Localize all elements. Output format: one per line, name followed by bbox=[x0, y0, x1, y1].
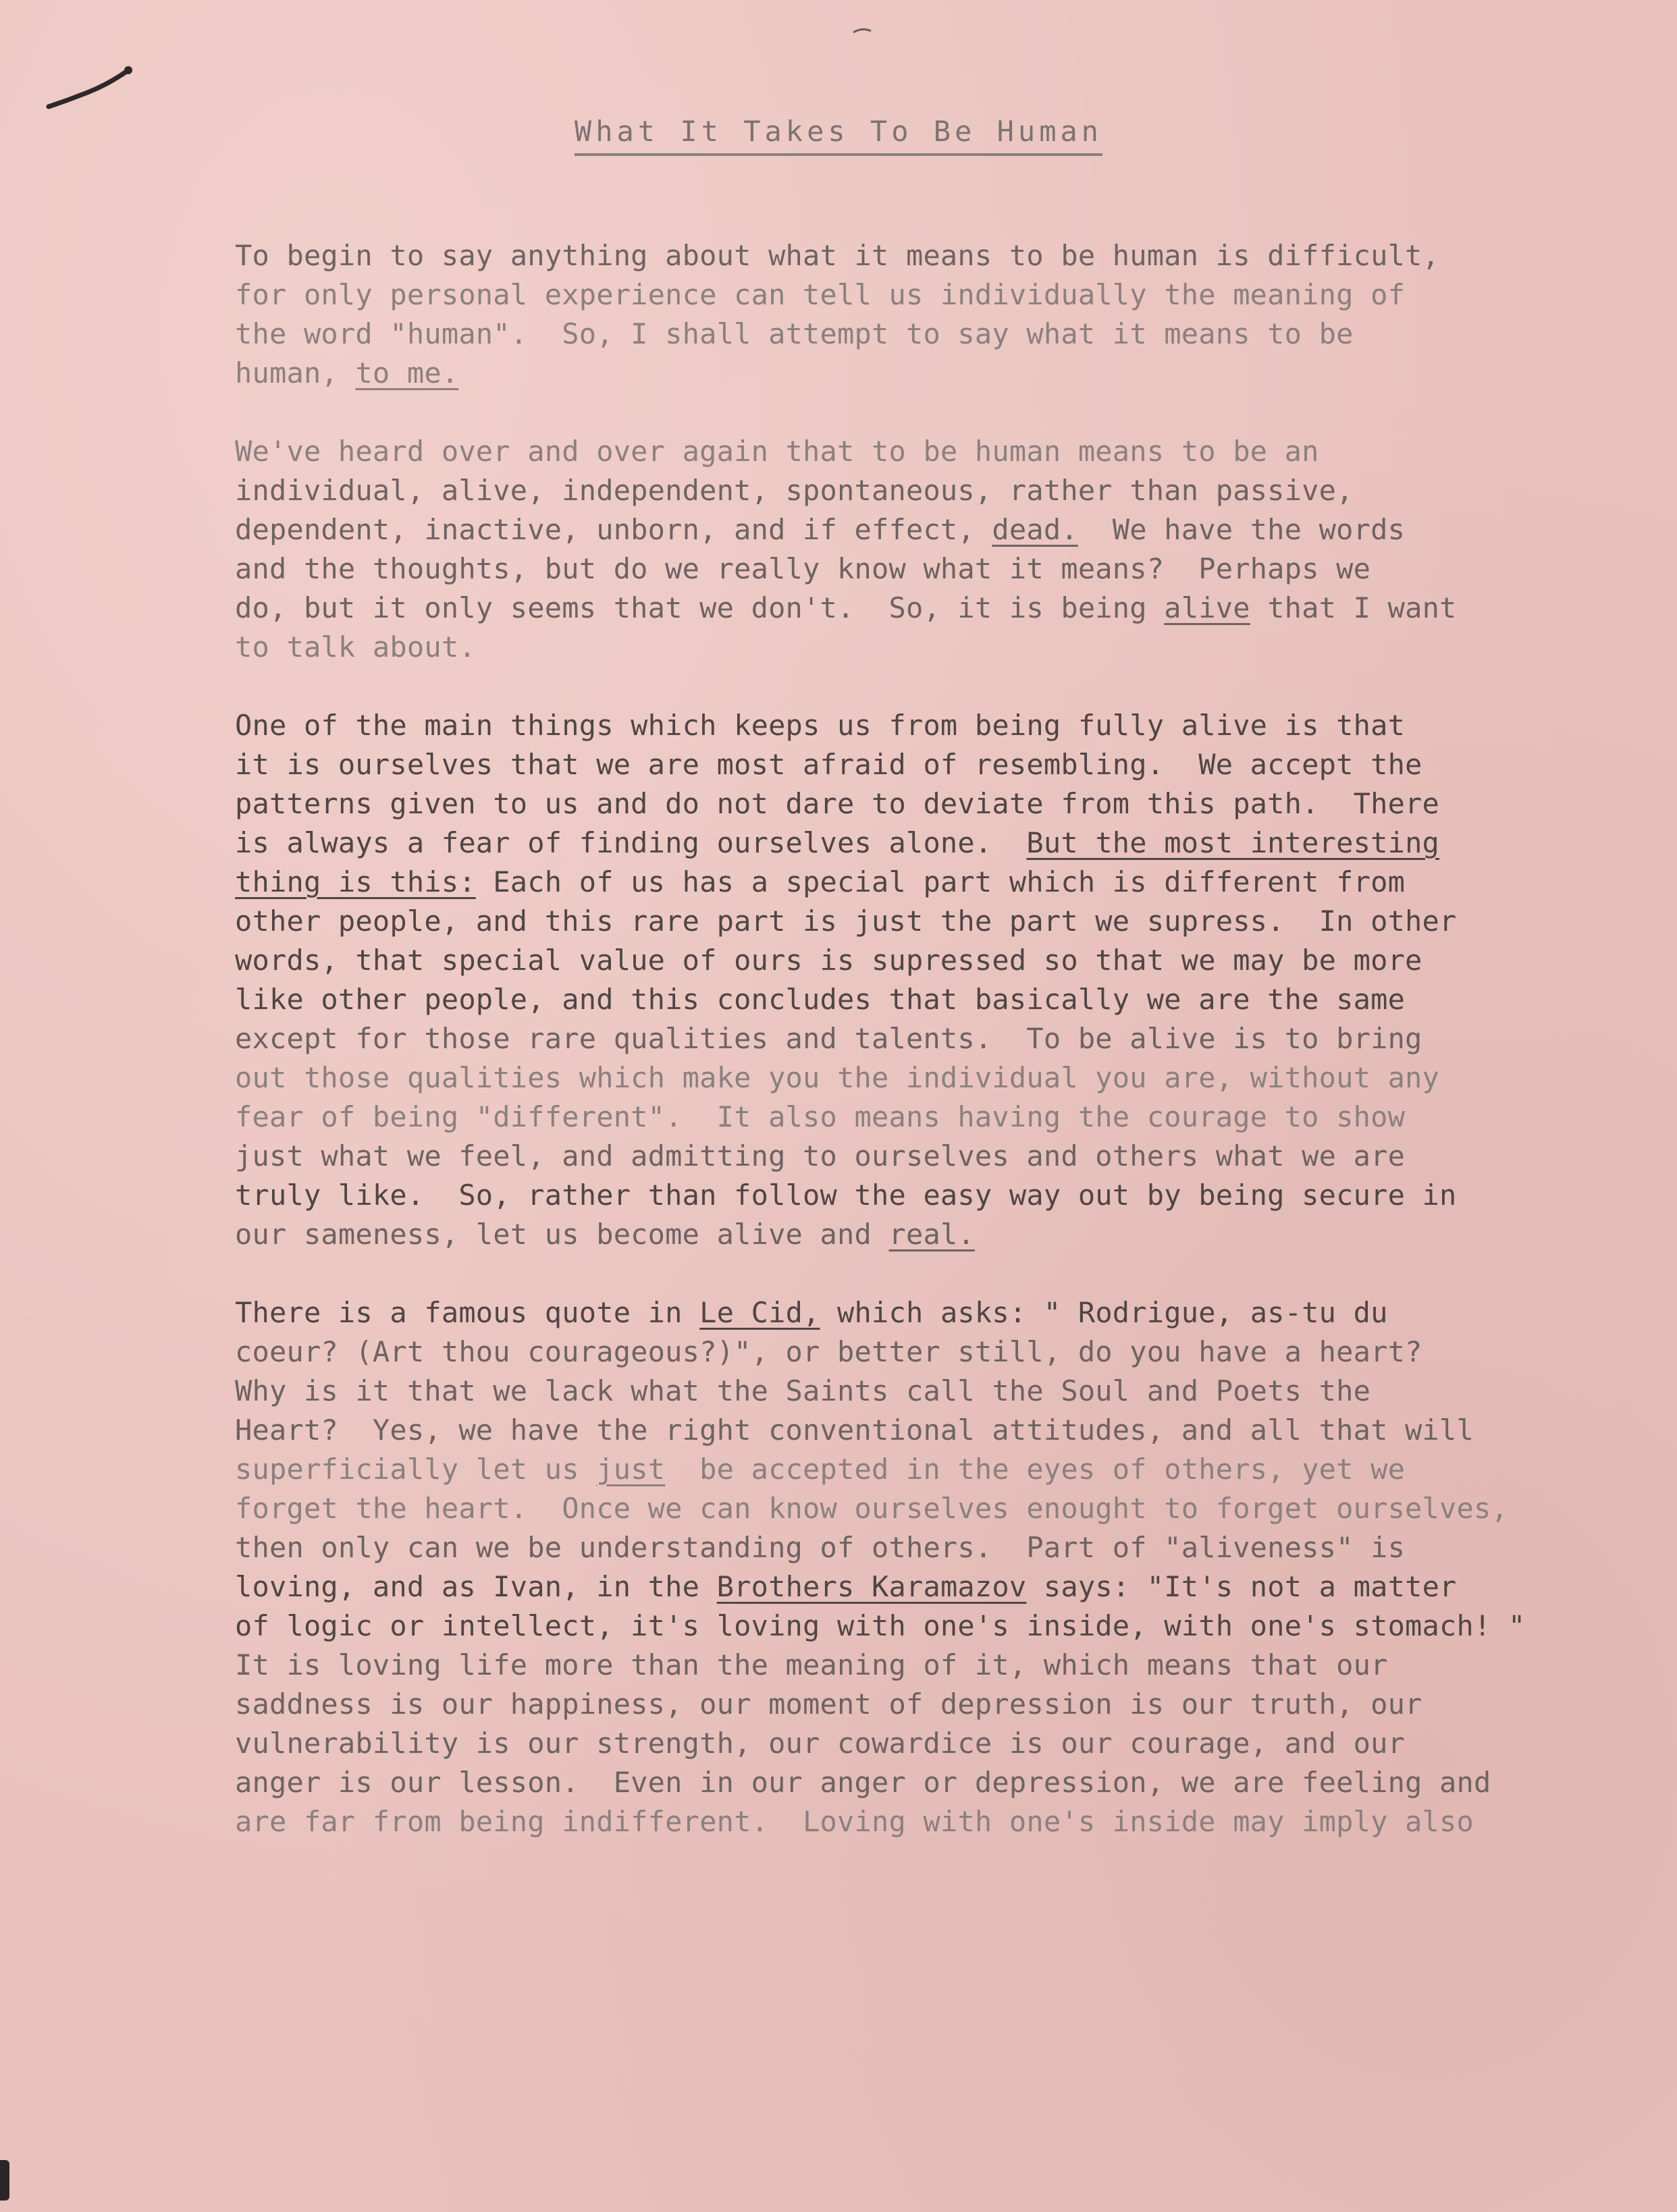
paragraph-line: superficially let us just be accepted in the eyes of others, yet we bbox=[235, 1453, 1406, 1486]
paragraph-line: anger is our lesson. Even in our anger or depression, we are feeling and bbox=[235, 1766, 1491, 1799]
paragraph-line: except for those rare qualities and talents. To be alive is to bring bbox=[235, 1022, 1422, 1055]
paragraph-line: fear of being "different". It also means having the courage to show bbox=[235, 1100, 1406, 1133]
paragraph-line: human, to me. bbox=[235, 356, 459, 389]
paper-speck bbox=[852, 26, 872, 36]
paragraph-line: forget the heart. Once we can know ourselves enought to forget ourselves, bbox=[235, 1492, 1508, 1525]
paragraph-line: the word "human". So, I shall attempt to say what it means to be bbox=[235, 317, 1354, 350]
paragraph-line: words, that special value of ours is supressed so that we may be more bbox=[235, 944, 1422, 977]
document-title-text: What It Takes To Be Human bbox=[575, 115, 1102, 156]
paragraph-line: to talk about. bbox=[235, 630, 476, 664]
paragraph-line: It is loving life more than the meaning of it, which means that our bbox=[235, 1648, 1388, 1681]
paragraph-4 bbox=[235, 1293, 1531, 1841]
paragraph-line: We've heard over and over again that to be human means to be an bbox=[235, 435, 1319, 468]
paragraph-line: loving, and as Ivan, in the Brothers Karamazov says: "It's not a matter bbox=[235, 1570, 1457, 1603]
paragraph-line: coeur? (Art thou courageous?)", or better still, do you have a heart? bbox=[235, 1335, 1422, 1368]
paragraph-line: do, but it only seems that we don't. So, it is being alive that I want bbox=[235, 591, 1457, 624]
page-edge-mark bbox=[0, 2160, 9, 2201]
paragraph-line: truly like. So, rather than follow the easy way out by being secure in bbox=[235, 1179, 1457, 1212]
paragraph-line: Heart? Yes, we have the right conventional attitudes, and all that will bbox=[235, 1413, 1474, 1447]
paragraph-line: out those qualities which make you the individual you are, without any bbox=[235, 1061, 1440, 1094]
paragraph-3 bbox=[235, 706, 1531, 1254]
paragraph-2 bbox=[235, 432, 1531, 667]
ink-stain-mark bbox=[42, 65, 136, 112]
paragraph-line: To begin to say anything about what it means to be human is difficult, bbox=[235, 239, 1440, 272]
paragraph-line: patterns given to us and do not dare to deviate from this path. There bbox=[235, 787, 1440, 820]
paragraph-line: like other people, and this concludes that basically we are the same bbox=[235, 983, 1406, 1016]
paragraph-line: just what we feel, and admitting to ourselves and others what we are bbox=[235, 1139, 1406, 1172]
document-title bbox=[0, 115, 1677, 148]
paragraph-line: One of the main things which keeps us from being fully alive is that bbox=[235, 709, 1406, 742]
paragraph-line: our sameness, let us become alive and real. bbox=[235, 1218, 975, 1251]
paragraph-line: for only personal experience can tell us individually the meaning of bbox=[235, 278, 1406, 311]
paragraph-line: and the thoughts, but do we really know what it means? Perhaps we bbox=[235, 552, 1371, 585]
paragraph-line: Why is it that we lack what the Saints call the Soul and Poets the bbox=[235, 1374, 1371, 1407]
paragraph-line: are far from being indifferent. Loving with one's inside may imply also bbox=[235, 1805, 1474, 1838]
paragraph-line: individual, alive, independent, spontaneous, rather than passive, bbox=[235, 474, 1354, 507]
paragraph-1 bbox=[235, 236, 1531, 393]
paragraph-line: is always a fear of finding ourselves alone. But the most interesting bbox=[235, 826, 1440, 859]
paragraph-line: other people, and this rare part is just the part we supress. In other bbox=[235, 905, 1457, 938]
paragraph-line: vulnerability is our strength, our cowardice is our courage, and our bbox=[235, 1727, 1406, 1760]
paragraph-line: dependent, inactive, unborn, and if effect, dead. We have the words bbox=[235, 513, 1406, 546]
paragraph-line: then only can we be understanding of others. Part of "aliveness" is bbox=[235, 1531, 1406, 1564]
paragraph-line: saddness is our happiness, our moment of depression is our truth, our bbox=[235, 1688, 1422, 1721]
document-body bbox=[235, 236, 1531, 1881]
paragraph-line: thing is this: Each of us has a special part which is different from bbox=[235, 865, 1406, 898]
paragraph-line: There is a famous quote in Le Cid, which asks: " Rodrigue, as-tu du bbox=[235, 1296, 1388, 1329]
paragraph-line: it is ourselves that we are most afraid of resembling. We accept the bbox=[235, 748, 1422, 781]
paragraph-line: of logic or intellect, it's loving with one's inside, with one's stomach! " bbox=[235, 1609, 1526, 1642]
